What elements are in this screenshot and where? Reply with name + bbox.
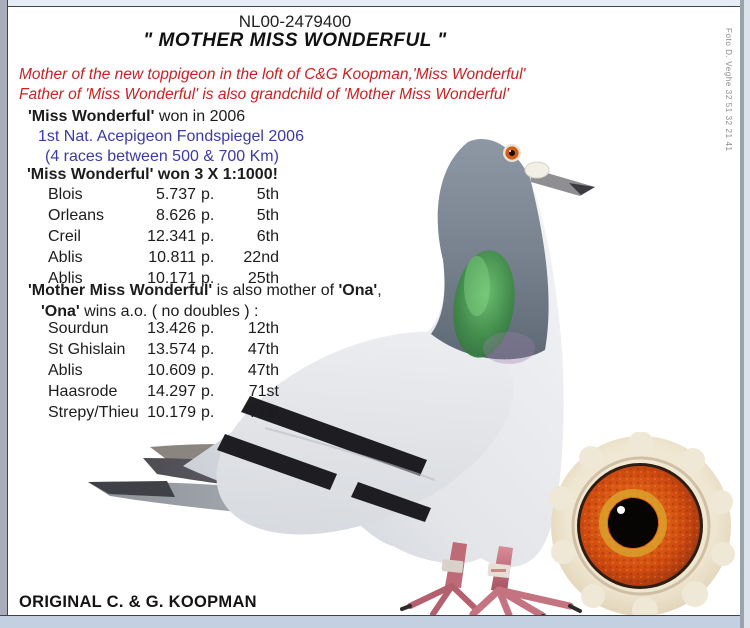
won-2006-rest: won in 2006 bbox=[154, 108, 246, 125]
place: 6th bbox=[256, 228, 279, 245]
unit: p. bbox=[201, 362, 215, 379]
eye-closeup-illustration bbox=[545, 432, 741, 624]
place: 22nd bbox=[243, 249, 279, 266]
eye-pupil bbox=[608, 498, 658, 548]
unit: p. bbox=[201, 186, 215, 203]
unit: p. bbox=[201, 341, 215, 358]
race-name: Sourdun bbox=[48, 320, 109, 337]
pigeon-count: 10.179 bbox=[147, 404, 196, 421]
mother-rest: is also mother of bbox=[212, 282, 339, 299]
frame-top-line bbox=[0, 6, 750, 7]
pigeon-count: 12.341 bbox=[147, 228, 196, 245]
place: 12th bbox=[247, 320, 279, 337]
ona-name: 'Ona' bbox=[338, 282, 378, 299]
unit: p. bbox=[201, 270, 215, 287]
pigeon-count: 14.297 bbox=[147, 383, 196, 400]
place: 47th bbox=[247, 362, 279, 379]
tail-dark-tip bbox=[88, 481, 175, 497]
unit: p. bbox=[201, 320, 215, 337]
race-name: Blois bbox=[48, 186, 83, 203]
head-eye-highlight bbox=[509, 150, 511, 152]
won-2006-name: 'Miss Wonderful' bbox=[28, 108, 155, 125]
results-table-ona bbox=[48, 318, 279, 423]
results-table-miss-wonderful bbox=[48, 184, 279, 289]
beak-cere bbox=[525, 162, 549, 178]
pigeon-count: 10.171 bbox=[147, 270, 196, 287]
unit: p. bbox=[201, 207, 215, 224]
race-name: St Ghislain bbox=[48, 341, 126, 358]
table-row bbox=[48, 402, 279, 423]
loft-signature: ORIGINAL C. & G. KOOPMAN bbox=[19, 593, 257, 611]
eye-highlight bbox=[617, 506, 625, 514]
table-row bbox=[48, 247, 279, 268]
race-name: Strepy/Thieu bbox=[48, 404, 139, 421]
frame-right-outer bbox=[744, 0, 750, 628]
place: 71st bbox=[248, 383, 279, 400]
place: 47th bbox=[247, 341, 279, 358]
table-row bbox=[48, 205, 279, 226]
ona-wins-rest: wins a.o. ( no doubles ) : bbox=[79, 303, 259, 320]
pigeon-count: 5.737 bbox=[155, 186, 196, 203]
place: 5th bbox=[256, 207, 279, 224]
unit: p. bbox=[201, 228, 215, 245]
table-row bbox=[48, 226, 279, 247]
mother-comma: , bbox=[377, 282, 382, 299]
frame-left bbox=[0, 0, 7, 628]
race-name: Haasrode bbox=[48, 383, 118, 400]
place: 71st bbox=[248, 404, 279, 421]
place: 5th bbox=[256, 186, 279, 203]
leg-band-print bbox=[491, 569, 506, 572]
intro-line-1: Mother of the new toppigeon in the loft of C&G Koopman,'Miss Wonderful' bbox=[19, 66, 526, 83]
ring-number: NL00-2479400 bbox=[238, 12, 352, 31]
pigeon-count: 13.574 bbox=[147, 341, 196, 358]
race-name: Creil bbox=[48, 228, 81, 245]
table-row bbox=[48, 184, 279, 205]
pigeon-count: 10.609 bbox=[147, 362, 196, 379]
unit: p. bbox=[201, 383, 215, 400]
table-row bbox=[48, 339, 279, 360]
place: 25th bbox=[247, 270, 279, 287]
unit: p. bbox=[201, 404, 215, 421]
intro-line-2: Father of 'Miss Wonderful' is also grandchild of 'Mother Miss Wonderful' bbox=[19, 86, 509, 103]
eye-closeup-photo bbox=[545, 432, 741, 624]
neck-sheen bbox=[464, 256, 490, 316]
neck-iridescence-purple bbox=[483, 332, 535, 364]
unit: p. bbox=[201, 249, 215, 266]
table-row bbox=[48, 318, 279, 339]
race-name: Ablis bbox=[48, 249, 83, 266]
won-3x-line: 'Miss Wonderful' won 3 X 1:1000! bbox=[27, 166, 278, 183]
pigeon-count: 8.626 bbox=[155, 207, 196, 224]
mother-of-ona-line bbox=[28, 282, 382, 300]
races-range-line: (4 races between 500 & 700 Km) bbox=[45, 148, 279, 165]
table-row bbox=[48, 360, 279, 381]
pigeon-count: 10.811 bbox=[148, 249, 196, 266]
pigeon-count: 13.426 bbox=[147, 320, 196, 337]
won-2006-line bbox=[28, 108, 245, 126]
frame-bottom bbox=[0, 616, 750, 628]
mother-name: 'Mother Miss Wonderful' bbox=[28, 282, 213, 299]
page-title: " MOTHER MISS WONDERFUL " bbox=[143, 30, 447, 51]
frame-left-line bbox=[7, 0, 8, 628]
intro-text bbox=[19, 65, 526, 105]
acepigeon-line: 1st Nat. Acepigeon Fondspiegel 2006 bbox=[38, 128, 304, 145]
ona-name: 'Ona' bbox=[41, 303, 80, 320]
leg-band-back bbox=[441, 559, 463, 573]
race-name: Ablis bbox=[48, 270, 83, 287]
photo-credit: Foto D. Veghe 32 51 32 21 41 bbox=[724, 28, 733, 152]
foot-back bbox=[410, 586, 477, 614]
race-name: Orleans bbox=[48, 207, 105, 224]
race-name: Ablis bbox=[48, 362, 83, 379]
table-row bbox=[48, 381, 279, 402]
